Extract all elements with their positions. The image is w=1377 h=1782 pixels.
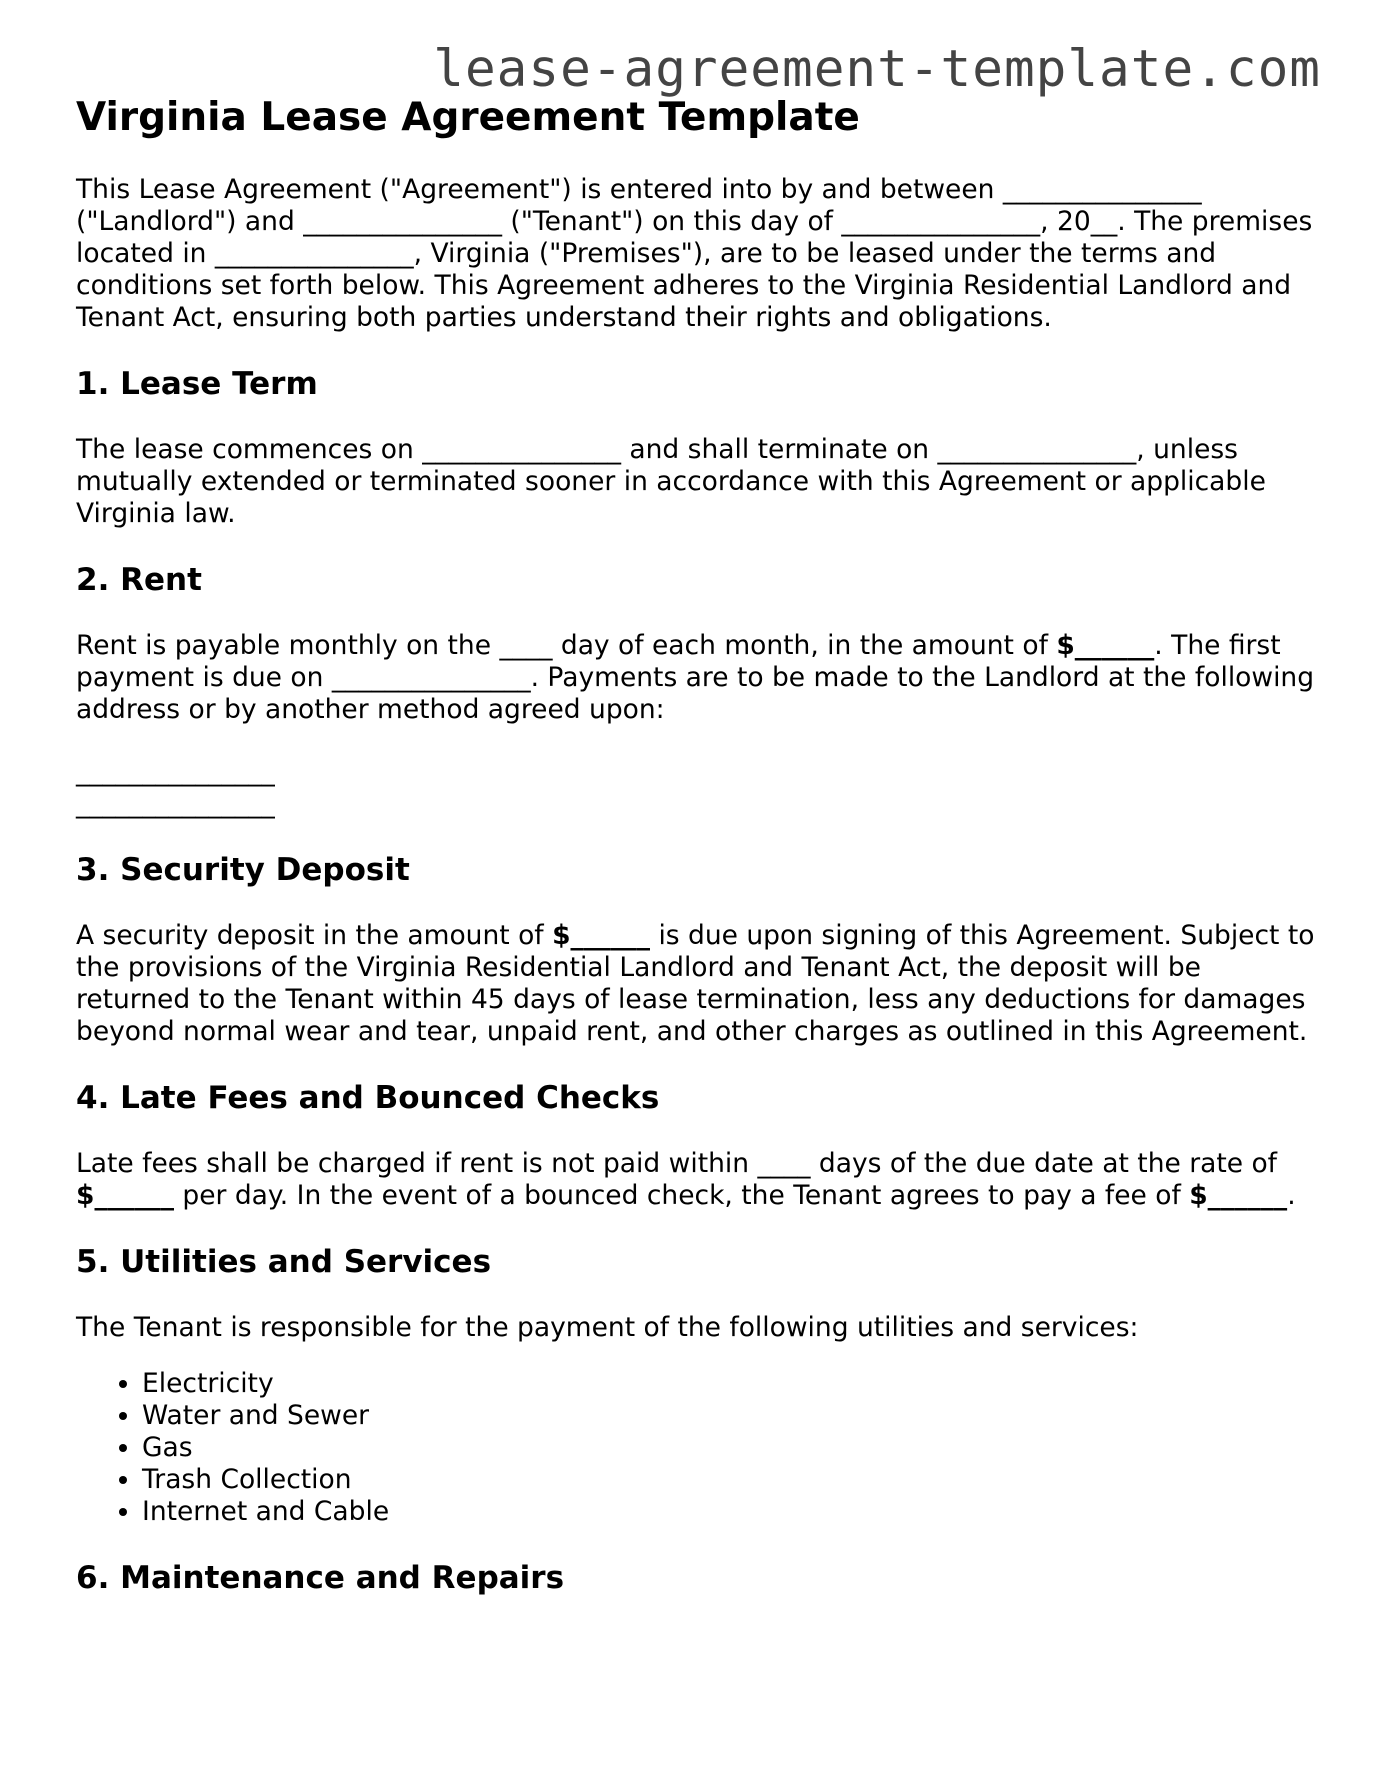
section-body-security-deposit	[76, 920, 1316, 1048]
late-text-c: per day. In the event of a bounced check, the Tenant agrees to pay a fee of	[173, 1180, 1190, 1211]
deposit-amount-blank: $______	[552, 920, 651, 951]
list-item: • Electricity	[142, 1368, 1316, 1400]
watermark: lease-agreement-template.com	[433, 40, 1321, 99]
section-heading-utilities: 5. Utilities and Services	[76, 1244, 492, 1280]
section-body-lease-term: The lease commences on _______________ and shall terminate on _______________, unless mutually extended or terminated sooner in accordance with this Agreement or applicable Virginia law.	[76, 434, 1266, 529]
late-text-a: Late fees shall be charged if rent is not paid within ____ days of the due date at the rate of	[76, 1148, 1278, 1179]
section-heading-late-fees: 4. Late Fees and Bounced Checks	[76, 1080, 660, 1116]
list-item: • Internet and Cable	[142, 1496, 1316, 1528]
intro-paragraph: This Lease Agreement ("Agreement") is entered into by and between _______________ ("Landlord") and _______________ ("Tenant") on this day of _______________, 20__. The premises located in _______________, Virginia ("Premises"), are to be leased under the terms and conditions set forth below. This Agreement adheres to the Virginia Residential Landlord and Tenant Act, ensuring both parties understand their rights and obligations.	[76, 174, 1313, 333]
late-fee-amount-blank: $______	[76, 1180, 174, 1211]
document-page	[76, 92, 1316, 1598]
section-heading-lease-term: 1. Lease Term	[76, 366, 318, 402]
section-body-utilities: The Tenant is responsible for the payment of the following utilities and services:	[76, 1312, 1139, 1343]
document-title: Virginia Lease Agreement Template	[76, 95, 860, 140]
address-line: _______________	[76, 756, 275, 787]
list-item: • Gas	[142, 1432, 1316, 1464]
section-body-late-fees	[76, 1148, 1316, 1212]
deposit-text-a: A security deposit in the amount of	[76, 920, 553, 951]
section-heading-security-deposit: 3. Security Deposit	[76, 852, 410, 888]
rent-text-c: . The first payment is due on _______________. Payments are to be made to the Landlord at the following address or by another method agreed upon:	[76, 630, 1315, 725]
section-body-rent	[76, 630, 1316, 726]
list-item: • Trash Collection	[142, 1464, 1316, 1496]
deposit-text-c: is due upon signing of this Agreement. Subject to the provisions of the Virginia Residential Landlord and Tenant Act, the deposit will be returned to the Tenant within 45 days of lease termination, less any deductions for damages beyond normal wear and tear, unpaid rent, and other charges as outlined in this Agreement.	[76, 920, 1315, 1047]
section-heading-maintenance: 6. Maintenance and Repairs	[76, 1560, 565, 1596]
address-line: _______________	[76, 788, 275, 819]
section-heading-rent: 2. Rent	[76, 562, 202, 598]
utilities-list	[76, 1368, 1316, 1528]
late-text-e: .	[1287, 1180, 1296, 1211]
rent-text-a: Rent is payable monthly on the ____ day of each month, in the amount of	[76, 630, 1057, 661]
list-item: • Water and Sewer	[142, 1400, 1316, 1432]
bounced-check-fee-blank: $______	[1189, 1180, 1288, 1211]
rent-amount-blank: $______	[1056, 630, 1155, 661]
payment-address-block	[76, 756, 1316, 820]
